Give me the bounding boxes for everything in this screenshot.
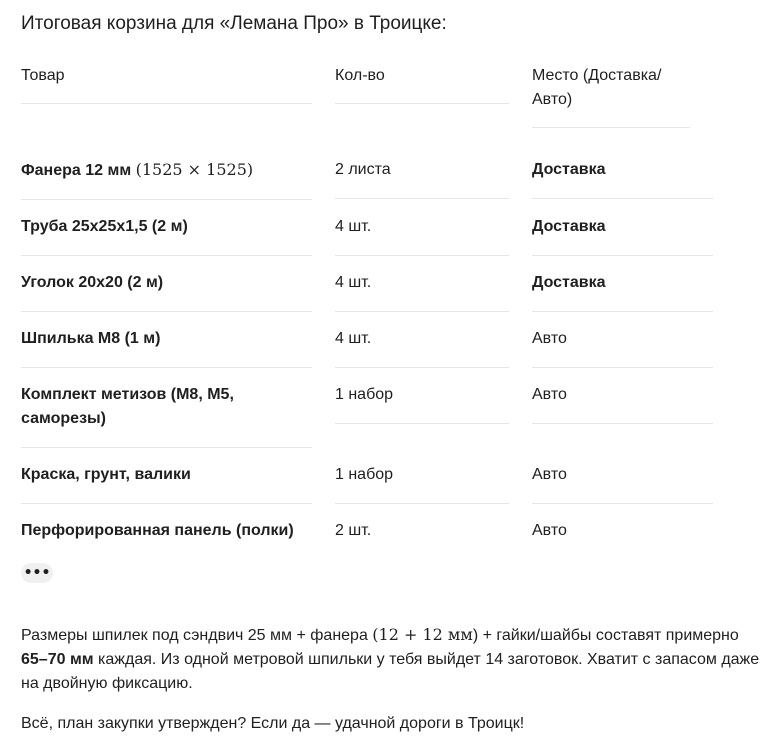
math-unit: мм: [442, 625, 473, 644]
product-name: Фанера 12 мм: [21, 162, 132, 179]
quantity: 1 набор: [335, 386, 394, 403]
product-name: Шпилька М8 (1 м): [21, 330, 161, 347]
product-name: Комплект метизов (М8, М5, саморезы): [21, 386, 234, 427]
place: Авто: [532, 466, 567, 483]
math-expression: (12 + 12: [372, 625, 443, 644]
header-quantity: Кол-во: [335, 67, 385, 84]
place: Доставка: [532, 161, 606, 178]
more-button[interactable]: •••: [21, 563, 53, 583]
table-row: [21, 368, 713, 448]
table-row: [21, 312, 713, 368]
paragraph-studs: [21, 623, 761, 696]
quantity: 4 шт.: [335, 274, 372, 291]
product-name: Труба 25х25х1,5 (2 м): [21, 218, 188, 235]
product-size-math: (1525 × 1525): [135, 160, 254, 179]
quantity: 4 шт.: [335, 218, 372, 235]
header-product: Товар: [21, 67, 65, 84]
place: Доставка: [532, 274, 606, 291]
table-row: [21, 448, 713, 504]
place: Авто: [532, 386, 567, 403]
table-row: [21, 200, 713, 256]
table-row: [21, 256, 713, 312]
product-name: Уголок 20х20 (2 м): [21, 274, 164, 291]
product-name: Краска, грунт, валики: [21, 466, 191, 483]
product-name: Перфорированная панель (полки): [21, 522, 294, 539]
paragraph-text: Размеры шпилек под сэндвич 25 мм + фанера: [21, 627, 373, 644]
place: Авто: [532, 330, 567, 347]
paragraph-closing: Всё, план закупки утвержден? Если да — удачной дороги в Троицк!: [21, 715, 525, 732]
cart-table: [21, 60, 713, 559]
table-row: [21, 504, 713, 559]
place: Доставка: [532, 218, 606, 235]
table-body: [21, 143, 713, 559]
cart-heading: Итоговая корзина для «Лемана Про» в Троицке:: [21, 13, 447, 34]
quantity: 4 шт.: [335, 330, 372, 347]
quantity: 1 набор: [335, 466, 394, 483]
paragraph-text: ) + гайки/шайбы составят примерно: [472, 627, 739, 644]
stud-length: 65–70 мм: [21, 651, 94, 668]
table-header-row: [21, 60, 713, 143]
quantity: 2 шт.: [335, 522, 372, 539]
place: Авто: [532, 522, 567, 539]
paragraph-text: каждая. Из одной метровой шпильки у тебя выйдет 14 заготовок. Хватит с запасом даже на двойную фиксацию.: [21, 651, 760, 692]
quantity: 2 листа: [335, 161, 391, 178]
table-row: [21, 143, 713, 200]
header-place: Место (Доставка/ Авто): [532, 67, 662, 108]
